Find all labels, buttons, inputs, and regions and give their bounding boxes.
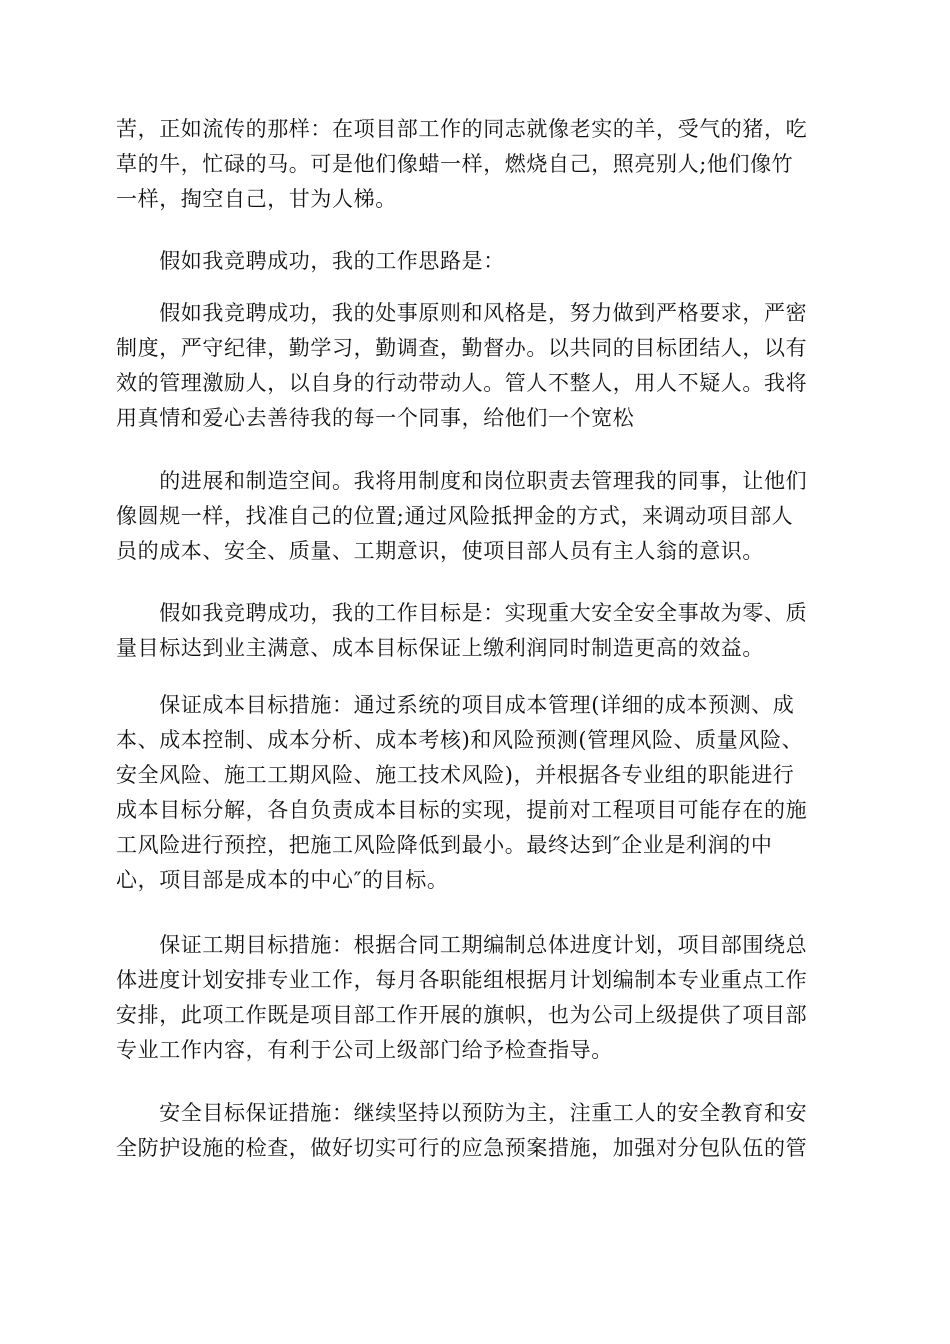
text-line: 草的牛，忙碌的马。可是他们像蜡一样，燃烧自己，照亮别人;他们像竹 bbox=[116, 152, 794, 176]
text-line: 安全风险、施工工期风险、施工技术风险)，并根据各专业组的职能进行 bbox=[116, 763, 795, 787]
paragraph-3 bbox=[116, 296, 836, 436]
text-line: 效的管理激励人，以自身的行动带动人。管人不整人，用人不疑人。我将 bbox=[116, 371, 808, 395]
text-line: 保证成本目标措施：通过系统的项目成本管理(详细的成本预测、成 bbox=[116, 693, 795, 717]
paragraph-8 bbox=[116, 1096, 836, 1166]
text-line: 假如我竞聘成功，我的处事原则和风格是，努力做到严格要求，严密 bbox=[116, 301, 808, 325]
text-line: 工风险进行预控，把施工风险降低到最小。最终达到″企业是利润的中 bbox=[116, 833, 773, 857]
paragraph-1 bbox=[116, 112, 836, 217]
text-line: 员的成本、安全、质量、工期意识，使项目部人员有主人翁的意识。 bbox=[116, 539, 764, 563]
text-line: 本、成本控制、成本分析、成本考核)和风险预测(管理风险、质量风险、 bbox=[116, 728, 804, 752]
text-line: 假如我竞聘成功，我的工作思路是： bbox=[116, 249, 505, 273]
text-line: 用真情和爱心去善待我的每一个同事，给他们一个宽松 bbox=[116, 406, 635, 430]
paragraph-7 bbox=[116, 928, 836, 1068]
text-line: 全防护设施的检查，做好切实可行的应急预案措施，加强对分包队伍的管 bbox=[116, 1136, 808, 1160]
text-line: 心，项目部是成本的中心″的目标。 bbox=[116, 868, 449, 892]
text-line: 专业工作内容，有利于公司上级部门给予检查指导。 bbox=[116, 1038, 613, 1062]
text-line: 制度，严守纪律，勤学习，勤调查，勤督办。以共同的目标团结人，以有 bbox=[116, 336, 808, 360]
text-line: 安排，此项工作既是项目部工作开展的旗帜，也为公司上级提供了项目部 bbox=[116, 1003, 808, 1027]
text-line: 苦，正如流传的那样：在项目部工作的同志就像老实的羊，受气的猪，吃 bbox=[116, 117, 808, 141]
text-line: 成本目标分解，各自负责成本目标的实现，提前对工程项目可能存在的施 bbox=[116, 798, 808, 822]
text-line: 一样，掏空自己，甘为人梯。 bbox=[116, 187, 397, 211]
paragraph-6 bbox=[116, 688, 836, 898]
text-line: 体进度计划安排专业工作，每月各职能组根据月计划编制本专业重点工作 bbox=[116, 968, 808, 992]
text-line: 的进展和制造空间。我将用制度和岗位职责去管理我的同事，让他们 bbox=[116, 469, 808, 493]
text-line: 量目标达到业主满意、成本目标保证上缴利润同时制造更高的效益。 bbox=[116, 636, 764, 660]
paragraph-4 bbox=[116, 464, 836, 569]
text-line: 安全目标保证措施：继续坚持以预防为主，注重工人的安全教育和安 bbox=[116, 1101, 808, 1125]
paragraph-5 bbox=[116, 596, 836, 666]
text-line: 假如我竞聘成功，我的工作目标是：实现重大安全安全事故为零、质 bbox=[116, 601, 808, 625]
paragraph-2 bbox=[116, 244, 836, 279]
text-line: 像圆规一样，找准自己的位置;通过风险抵押金的方式，来调动项目部人 bbox=[116, 504, 794, 528]
text-line: 保证工期目标措施：根据合同工期编制总体进度计划，项目部围绕总 bbox=[116, 933, 808, 957]
